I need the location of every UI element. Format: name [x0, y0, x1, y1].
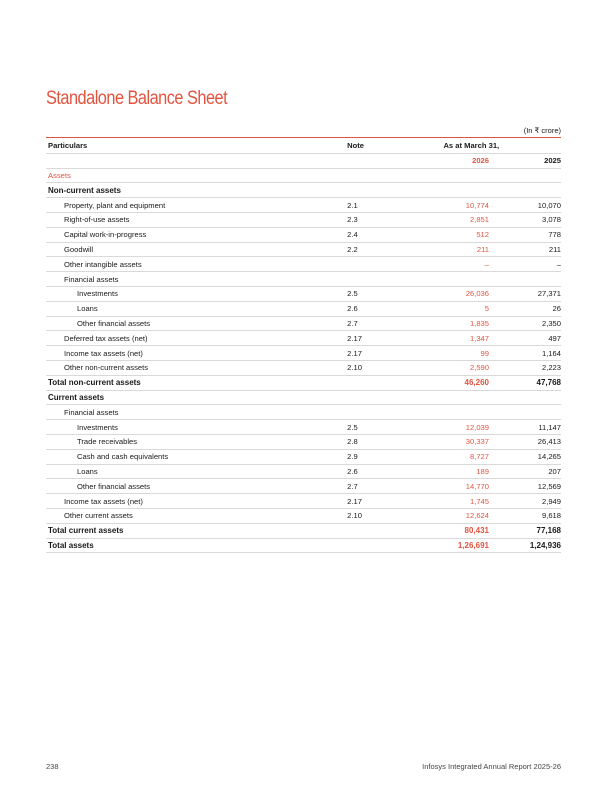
table-row: [46, 286, 561, 301]
row-value-current: 99: [382, 346, 495, 361]
row-note: 2.10: [347, 360, 381, 375]
row-note: 2.17: [347, 331, 381, 346]
non-current-financial-rows: [46, 286, 561, 330]
unit-note: (In ₹ crore): [523, 126, 561, 135]
current-other-rows: [46, 494, 561, 524]
subsection-heading-row: [46, 272, 561, 287]
row-value-previous: 3,078: [495, 212, 561, 227]
years-row: [46, 153, 561, 168]
row-label: Income tax assets (net): [46, 346, 347, 361]
total-assets-cur: 1,26,691: [382, 538, 495, 553]
page-title: Standalone Balance Sheet: [46, 88, 228, 109]
row-note: 2.8: [347, 434, 381, 449]
row-value-previous: 9,618: [495, 508, 561, 523]
row-value-previous: 26,413: [495, 434, 561, 449]
total-current-label: Total current assets: [46, 523, 347, 538]
table-row: [46, 346, 561, 361]
subsection-heading-row: [46, 405, 561, 420]
total-assets-prev: 1,24,936: [495, 538, 561, 553]
row-value-current: 30,337: [382, 434, 495, 449]
row-label: Capital work-in-progress: [46, 227, 347, 242]
row-note: 2.1: [347, 198, 381, 213]
row-value-previous: 11,147: [495, 420, 561, 435]
row-value-previous: 2,223: [495, 360, 561, 375]
row-value-current: –: [382, 257, 495, 272]
row-note: 2.6: [347, 301, 381, 316]
row-value-current: 2,851: [382, 212, 495, 227]
row-value-current: 26,036: [382, 286, 495, 301]
table-row: [46, 242, 561, 257]
balance-sheet-table: [46, 139, 561, 553]
row-note: [347, 257, 381, 272]
row-value-previous: 2,350: [495, 316, 561, 331]
table-row: [46, 212, 561, 227]
row-value-current: 8,727: [382, 449, 495, 464]
row-value-current: 1,347: [382, 331, 495, 346]
table-row: [46, 464, 561, 479]
row-label: Other current assets: [46, 508, 347, 523]
row-label: Investments: [46, 286, 347, 301]
row-note: 2.17: [347, 494, 381, 509]
row-value-previous: 2,949: [495, 494, 561, 509]
non-current-other-rows: [46, 331, 561, 375]
year-current: 2026: [382, 153, 495, 168]
total-non-current-cur: 46,260: [382, 375, 495, 390]
total-assets-row: [46, 538, 561, 553]
total-current-cur: 80,431: [382, 523, 495, 538]
total-non-current-prev: 47,768: [495, 375, 561, 390]
row-value-current: 189: [382, 464, 495, 479]
table-row: [46, 257, 561, 272]
total-current-prev: 77,168: [495, 523, 561, 538]
section-heading-row: [46, 390, 561, 405]
row-label: Other intangible assets: [46, 257, 347, 272]
section-heading-row: [46, 183, 561, 198]
row-value-previous: 14,265: [495, 449, 561, 464]
row-value-current: 10,774: [382, 198, 495, 213]
row-label: Goodwill: [46, 242, 347, 257]
row-label: Deferred tax assets (net): [46, 331, 347, 346]
row-value-current: 2,590: [382, 360, 495, 375]
row-label: Right-of-use assets: [46, 212, 347, 227]
assets-label: Assets: [46, 168, 347, 183]
row-value-previous: 1,164: [495, 346, 561, 361]
table-row: [46, 508, 561, 523]
current-financial-rows: [46, 420, 561, 494]
row-note: 2.3: [347, 212, 381, 227]
row-value-previous: 497: [495, 331, 561, 346]
row-value-current: 12,624: [382, 508, 495, 523]
table-header-row: [46, 139, 561, 153]
row-value-previous: 27,371: [495, 286, 561, 301]
table-row: [46, 479, 561, 494]
row-value-previous: 10,070: [495, 198, 561, 213]
row-note: 2.7: [347, 479, 381, 494]
row-label: Trade receivables: [46, 434, 347, 449]
row-value-previous: 26: [495, 301, 561, 316]
table-row: [46, 434, 561, 449]
table-row: [46, 494, 561, 509]
row-value-previous: 12,569: [495, 479, 561, 494]
row-note: 2.9: [347, 449, 381, 464]
row-note: 2.5: [347, 286, 381, 301]
row-label: Income tax assets (net): [46, 494, 347, 509]
row-note: 2.2: [347, 242, 381, 257]
row-label: Investments: [46, 420, 347, 435]
row-note: 2.7: [347, 316, 381, 331]
row-value-current: 1,745: [382, 494, 495, 509]
particulars-header: Particulars: [46, 139, 347, 153]
row-value-previous: 207: [495, 464, 561, 479]
non-current-heading: Non-current assets: [46, 183, 347, 198]
table-row: [46, 360, 561, 375]
nc-financial-heading: Financial assets: [46, 272, 347, 287]
current-heading: Current assets: [46, 390, 347, 405]
table-row: [46, 316, 561, 331]
table-row: [46, 227, 561, 242]
header-rule: [46, 137, 561, 138]
total-assets-label: Total assets: [46, 538, 347, 553]
total-row: [46, 375, 561, 390]
note-header: Note: [347, 139, 381, 153]
row-note: 2.5: [347, 420, 381, 435]
total-row: [46, 523, 561, 538]
row-value-current: 512: [382, 227, 495, 242]
assets-label-row: [46, 168, 561, 183]
as-at-header: As at March 31,: [382, 139, 561, 153]
table-row: [46, 449, 561, 464]
row-label: Cash and cash equivalents: [46, 449, 347, 464]
row-label: Other financial assets: [46, 316, 347, 331]
row-value-previous: 211: [495, 242, 561, 257]
year-previous: 2025: [495, 153, 561, 168]
cur-financial-heading: Financial assets: [46, 405, 347, 420]
row-value-current: 12,039: [382, 420, 495, 435]
table-row: [46, 331, 561, 346]
total-non-current-label: Total non-current assets: [46, 375, 347, 390]
row-label: Loans: [46, 464, 347, 479]
row-value-previous: –: [495, 257, 561, 272]
row-label: Other financial assets: [46, 479, 347, 494]
row-value-current: 14,770: [382, 479, 495, 494]
row-label: Other non-current assets: [46, 360, 347, 375]
row-label: Property, plant and equipment: [46, 198, 347, 213]
page-number: 238: [46, 762, 59, 771]
table-row: [46, 301, 561, 316]
non-current-rows: [46, 198, 561, 272]
report-name: Infosys Integrated Annual Report 2025-26: [422, 762, 561, 771]
row-value-current: 1,835: [382, 316, 495, 331]
row-note: 2.10: [347, 508, 381, 523]
row-note: 2.17: [347, 346, 381, 361]
table-row: [46, 420, 561, 435]
row-value-current: 211: [382, 242, 495, 257]
row-note: 2.4: [347, 227, 381, 242]
row-value-current: 5: [382, 301, 495, 316]
row-value-previous: 778: [495, 227, 561, 242]
table-row: [46, 198, 561, 213]
row-label: Loans: [46, 301, 347, 316]
row-note: 2.6: [347, 464, 381, 479]
